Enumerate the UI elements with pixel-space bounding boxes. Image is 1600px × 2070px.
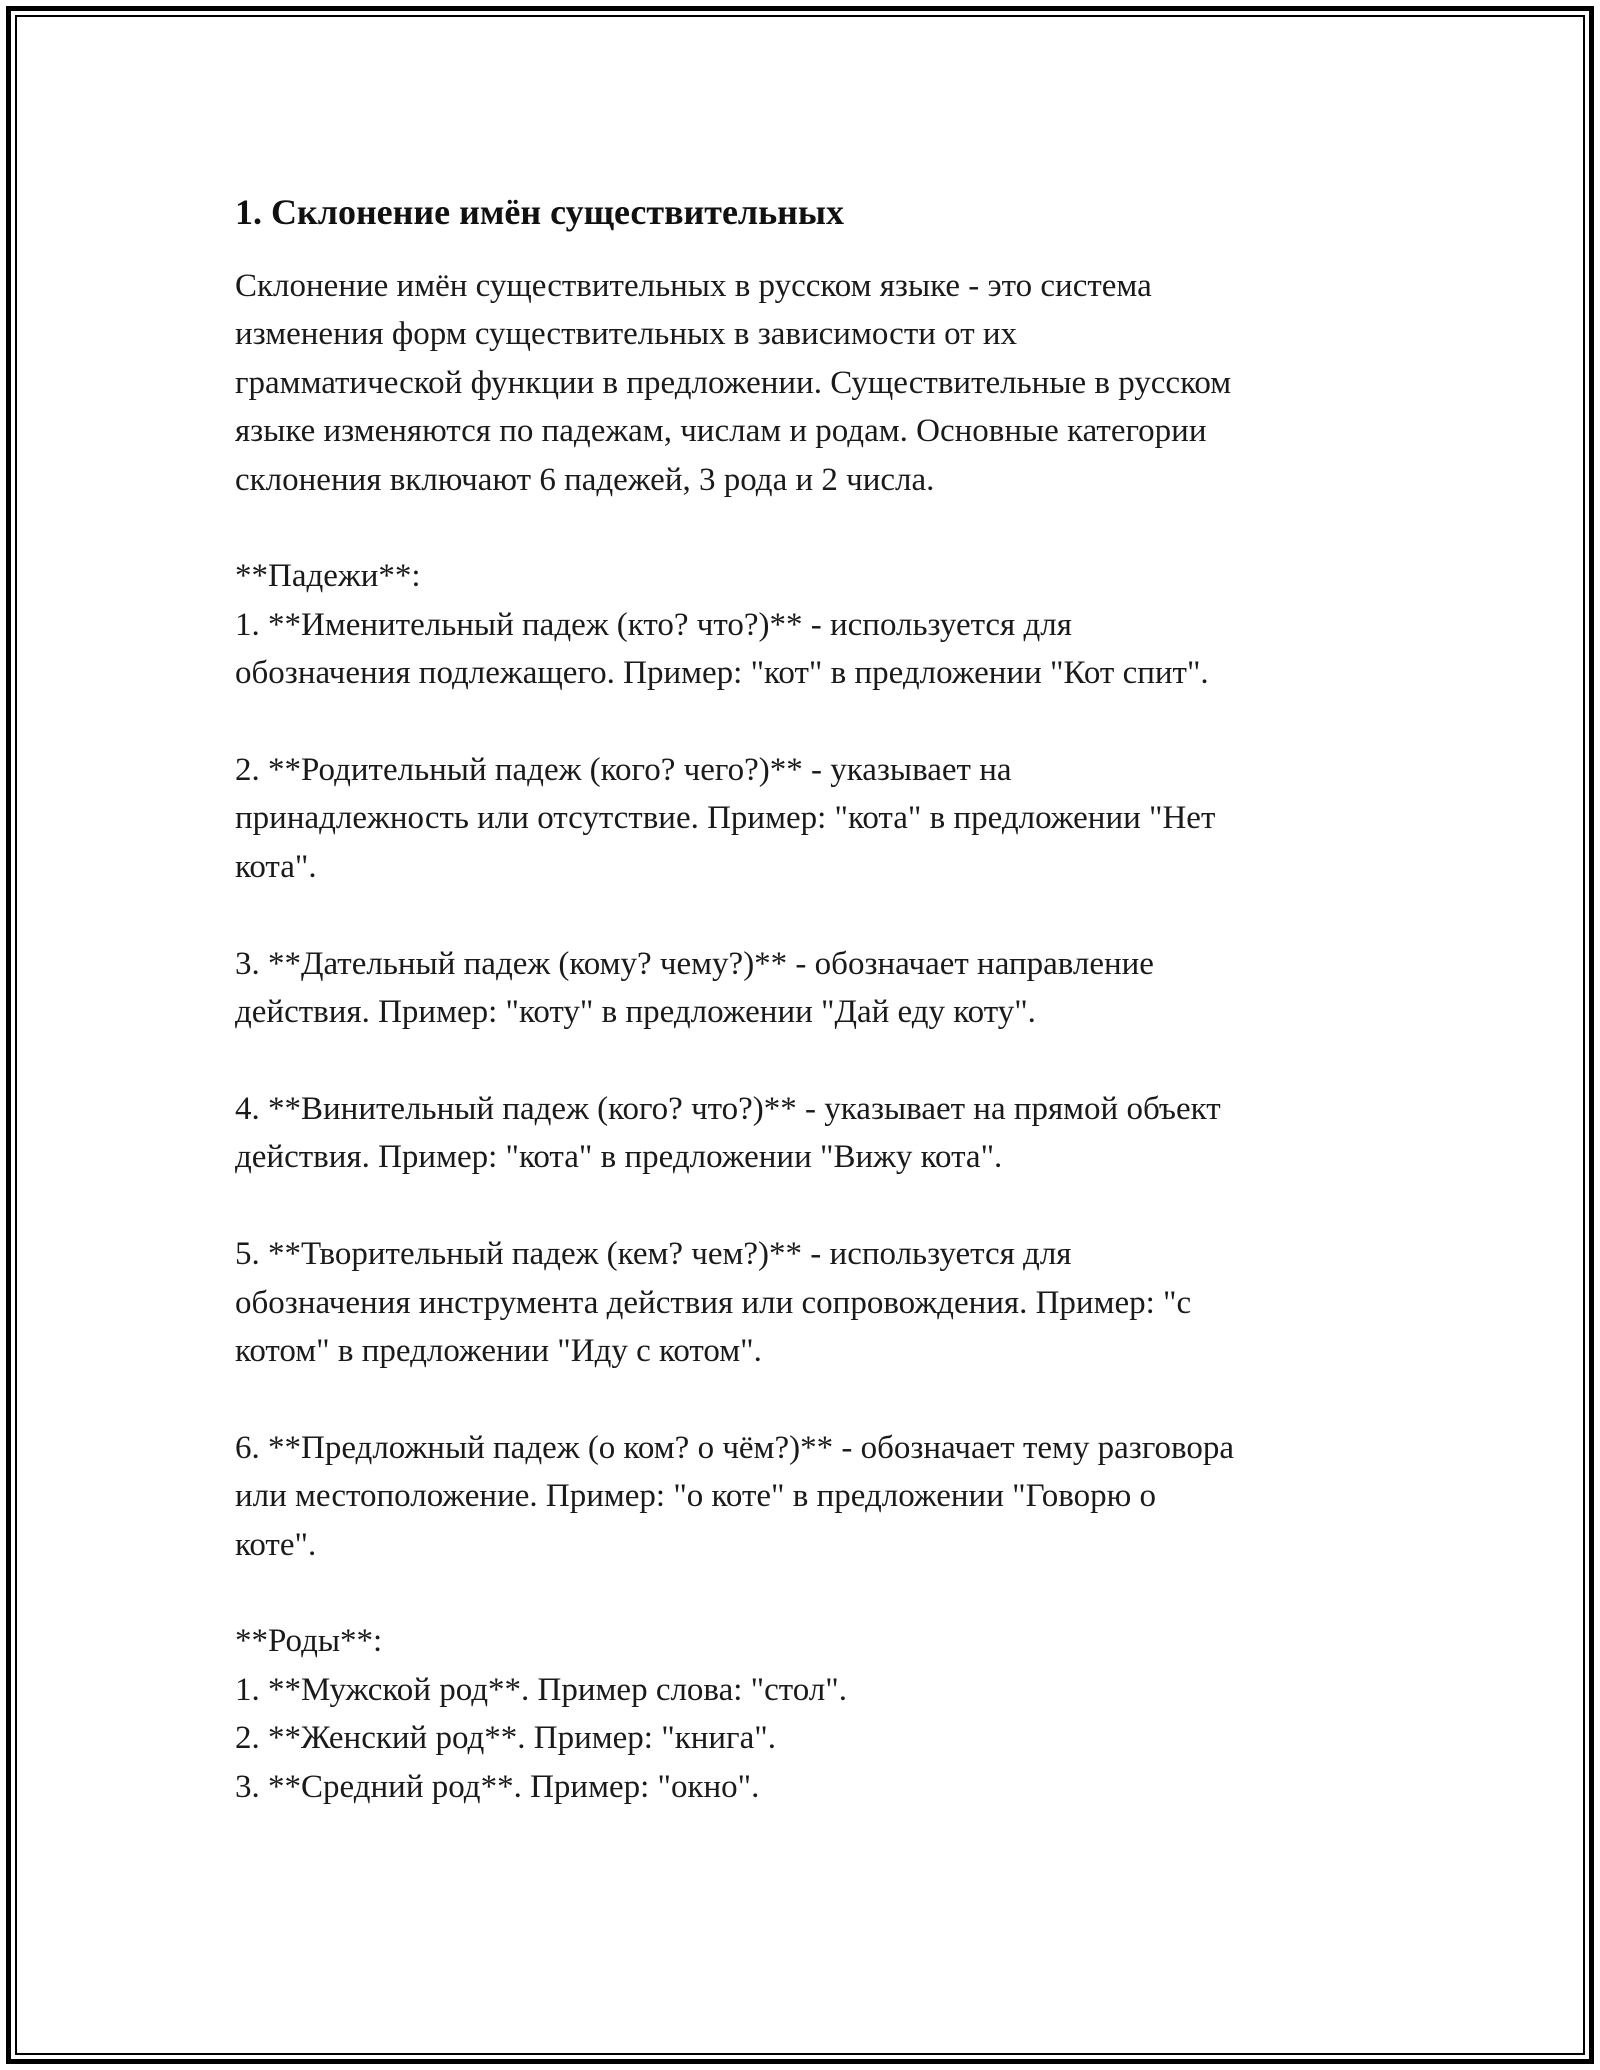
document-content	[235, 188, 1365, 1811]
document-title: 1. Склонение имён существительных	[235, 192, 845, 232]
document-body-text: Склонение имён существительных в русском языке - это система изменения форм существительных в зависимости от их грамматической функции в предложении. Существительные в русском языке изменяются по падежам, числам и родам. Основные категории склонения включают 6 падежей, 3 рода и 2 числа. **Падежи**: 1. **Именительный падеж (кто? что?)** - используется для обозначения подлежащего. Пример: "кот" в предложении "Кот спит". 2. **Родительный падеж (кого? чего?)** - указывает на принадлежность или отсутствие. Пример: "кота" в предложении "Нет кота". 3. **Дательный падеж (кому? чему?)** - обозначает направление действия. Пример: "коту" в предложении "Дай еду коту". 4. **Винительный падеж (кого? что?)** - указывает на прямой объект действия. Пример: "кота" в предложении "Вижу кота". 5. **Творительный падеж (кем? чем?)** - используется для обозначения инструмента действия или сопровождения. Пример: "с котом" в предложении "Иду с котом". 6. **Предложный падеж (о ком? о чём?)** - обозначает тему разговора или местоположение. Пример: "о коте" в предложении "Говорю о коте". **Роды**: 1. **Мужской род**. Пример слова: "стол". 2. **Женский род**. Пример: "книга". 3. **Средний род**. Пример: "окно".	[235, 268, 1235, 1805]
